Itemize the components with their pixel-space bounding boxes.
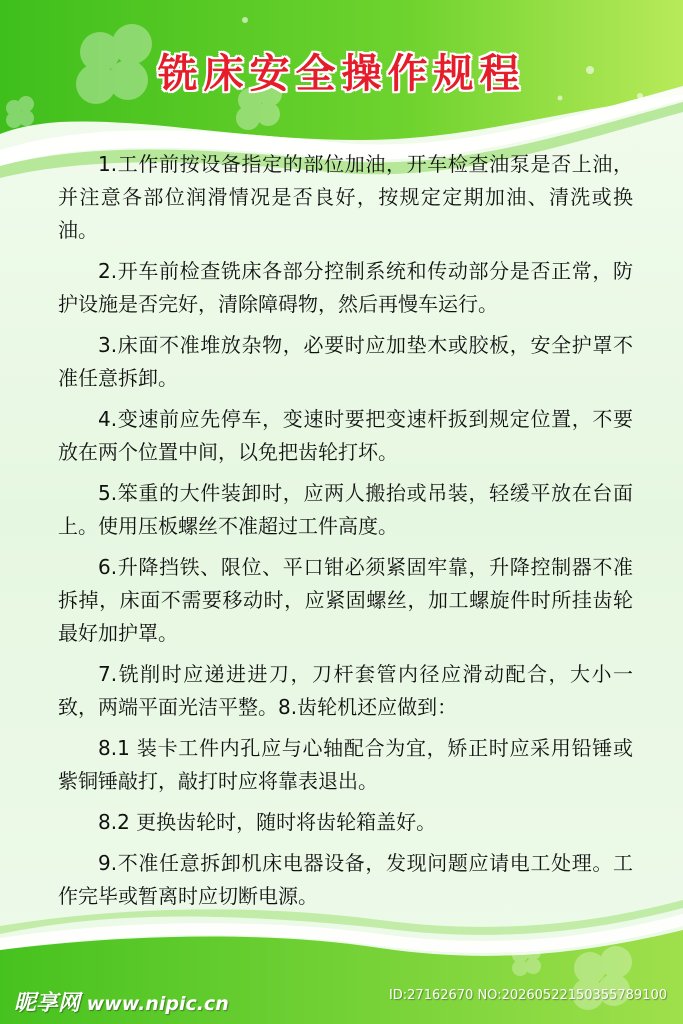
watermark-logo: [14, 986, 229, 1017]
rule-item: 5.笨重的大件装卸时，应两人搬抬或吊装，轻缓平放在台面上。使用压板螺丝不准超过工件高度。: [58, 481, 633, 538]
watermark-logo-text: 昵享网: [14, 991, 81, 1016]
rule-item: 8.1 装卡工件内孔应与心轴配合为宜，矫正时应采用铅锤或紫铜锤敲打，敲打时应将靠表退出。: [58, 736, 633, 793]
rule-item: 7.铣削时应递进进刀，刀杆套管内径应滑动配合，大小一致，两端平面光洁平整。8.齿轮机还应做到：: [58, 662, 633, 719]
page-title: 铣床安全操作规程: [157, 51, 526, 97]
rule-item: 4.变速前应先停车，变速时要把变速杆扳到规定位置，不要放在两个位置中间，以免把齿轮打坏。: [58, 407, 633, 464]
rule-item: 1.工作前按设备指定的部位加油，开车检查油泵是否上油，并注意各部位润滑情况是否良好，按规定定期加油、清洗或换油。: [58, 152, 633, 242]
rule-item: 2.开车前检查铣床各部分控制系统和传动部分是否正常，防护设施是否完好，清除障碍物，然后再慢车运行。: [58, 259, 633, 316]
watermark-id: ID:27162670 NO:20260522150355789100: [388, 988, 667, 1003]
watermark-url: www.nipic.cn: [86, 993, 229, 1015]
rule-item: 8.2 更换齿轮时，随时将齿轮箱盖好。: [98, 810, 437, 834]
rules-list: [58, 148, 633, 921]
rule-item: 3.床面不准堆放杂物，必要时应加垫木或胶板，安全护罩不准任意拆卸。: [58, 333, 633, 390]
rule-item: 9.不准任意拆卸机床电器设备，发现问题应请电工处理。工作完毕或暂离时应切断电源。: [58, 851, 633, 908]
rule-item: 6.升降挡铁、限位、平口钳必须紧固牢靠，升降控制器不准拆掉，床面不需要移动时，应紧固螺丝，加工螺旋件时所挂齿轮最好加护罩。: [58, 555, 633, 645]
